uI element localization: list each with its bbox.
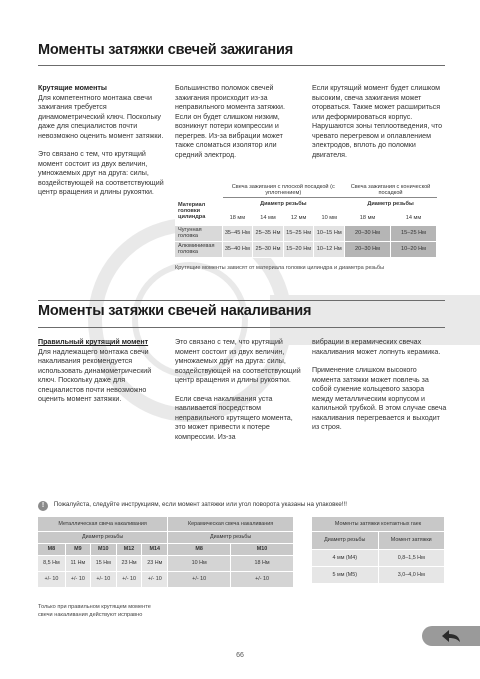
notice-text: Пожалуйста, следуйте инструкциям, если момент затяжки или угол поворота указаны на упаковке!!! — [53, 501, 348, 508]
column-heading: Крутящие моменты — [38, 84, 107, 92]
text-column-1 — [38, 338, 166, 414]
table-cell: 25–30 Нм — [253, 241, 284, 257]
paragraph: Это связано с тем, что крутящий момент состоит из двух величин, умножаемых друг на друга: силы, воздействующей на соответствующий центр вращения и длины рукоятки. — [38, 150, 164, 196]
header-flat-seat: Свеча зажигания с плоской посадкой (с уплотнением) — [222, 183, 345, 197]
text-column-2 — [175, 84, 303, 169]
table-cell: 10 Нм — [168, 555, 231, 571]
paragraph: Большинство поломок свечей зажигания происходит из-за неправильного момента затяжки. Если он будет слишком низким, возникнут потери компрессии и перегрев. Из-за вибрации может также сломаться изолятор или средний электрод. — [175, 84, 285, 159]
size-cell: M10 — [231, 543, 294, 555]
page-number: 66 — [236, 652, 244, 659]
table-cell: +/- 10 — [90, 571, 116, 587]
header-metal-plug: Металлическая свеча накаливания — [38, 517, 168, 531]
back-button[interactable] — [422, 626, 480, 646]
text-column-2 — [175, 338, 303, 451]
back-arrow-icon — [440, 629, 462, 643]
header-thread: Диаметр резьбы — [312, 531, 378, 549]
header-conical-seat: Свеча зажигания с конической посадкой — [345, 183, 437, 197]
table-cell: +/- 10 — [38, 571, 65, 587]
header-contact-nut: Моменты затяжки контактных гаек — [312, 517, 445, 531]
header-row-material: Материал головки цилиндра — [175, 197, 222, 225]
row-label: Чугунная головка — [175, 225, 222, 241]
paragraph: Это связано с тем, что крутящий момент состоит из двух величин, умножаемых друг на друга: силы, воздействующей на соответствующий центр вращения и длины рукоятки. — [175, 338, 301, 384]
table-cell: 35–45 Нм — [222, 225, 253, 241]
exclamation-icon: ! — [38, 501, 48, 511]
size-cell: M8 — [168, 543, 231, 555]
table-cell: 15 Нм — [90, 555, 116, 571]
table-cell: 3,0–4,0 Нм — [378, 566, 445, 583]
size-cell: 12 мм — [283, 211, 314, 225]
text-column-3 — [312, 84, 447, 169]
header-thread: Диаметр резьбы — [222, 197, 345, 211]
table-cell: 23 Нм — [142, 555, 168, 571]
table-footnote: Только при правильном крутящем моменте свечи накаливания действуют исправно — [38, 604, 151, 618]
paragraph: Для компетентного монтажа свечи зажигания требуется динамометрический ключ. Поскольку даже для специалистов почти невозможно оценить момент затяжки. — [38, 93, 164, 140]
header-torque: Момент затяжки — [378, 531, 445, 549]
size-cell: M14 — [142, 543, 168, 555]
table-cell: 10–20 Нм — [391, 241, 437, 257]
paragraph: Если свеча накаливания уста навливается посредством неправильного крутящего момента, это может привести к потере компрессии. Из-за — [175, 394, 293, 441]
size-cell: 18 мм — [222, 211, 253, 225]
section-divider — [38, 65, 445, 66]
text-column-1 — [38, 84, 166, 207]
header-thread: Диаметр резьбы — [168, 531, 294, 543]
table-cell: 23 Нм — [116, 555, 142, 571]
table-cell: 20–30 Нм — [345, 241, 391, 257]
section-divider — [38, 300, 445, 301]
contact-nut-torque-table — [312, 517, 445, 584]
column-heading: Правильный крутящий момент — [38, 338, 149, 346]
table-cell: 8,5 Нм — [38, 555, 65, 571]
table-cell: 15–25 Нм — [283, 225, 314, 241]
size-cell: 18 мм — [345, 211, 391, 225]
table-cell: 15–20 Нм — [283, 241, 314, 257]
table-cell: +/- 10 — [65, 571, 90, 587]
size-cell: M10 — [90, 543, 116, 555]
table-cell: 18 Нм — [231, 555, 294, 571]
table-cell: +/- 10 — [116, 571, 142, 587]
table-cell: 4 мм (M4) — [312, 549, 378, 566]
table-cell: 25–35 Нм — [253, 225, 284, 241]
paragraph: Применение слишком высокого момента затяжки может повлечь за собой сужение кольцевого зазора между металлическим корпусом и калильной трубкой. В этом случае свеча накаливания перегревается и выходит из строя. — [312, 366, 447, 431]
section-title-spark-plugs: Моменты затяжки свечей зажигания — [38, 42, 293, 58]
table-cell: 0,8–1,5 Нм — [378, 549, 445, 566]
table-cell: +/- 10 — [168, 571, 231, 587]
table-cell: +/- 10 — [142, 571, 168, 587]
glow-plug-torque-table — [38, 517, 294, 588]
row-label: Алюминиевая головка — [175, 241, 222, 257]
table-cell: 10–12 Нм — [314, 241, 345, 257]
header-ceramic-plug: Керамическая свеча накаливания — [168, 517, 294, 531]
table-caption: Крутящие моменты зависят от материала головки цилиндра и диаметра резьбы — [175, 265, 385, 271]
header-thread: Диаметр резьбы — [345, 197, 437, 211]
table-cell: 11 Нм — [65, 555, 90, 571]
section-divider — [38, 327, 445, 328]
table-cell: +/- 10 — [231, 571, 294, 587]
section-title-glow-plugs: Моменты затяжки свечей накаливания — [38, 303, 312, 319]
paragraph: Если крутящий момент будет слишком высоким, свеча зажигания может оторваться. Также может расшириться или деформироваться корпус. Нарушаются зоны теплоотведения, что чревато перегревом и оплавлением электродов, вплоть до поломки двигателя. — [312, 84, 443, 159]
size-cell: 14 мм — [391, 211, 437, 225]
table-cell: 15–25 Нм — [391, 225, 437, 241]
text-column-3 — [312, 338, 447, 442]
size-cell: M12 — [116, 543, 142, 555]
paragraph: вибрации в керамических свечах накаливания может лопнуть керамика. — [312, 338, 441, 356]
paragraph: Для надлежащего монтажа свечи накаливания рекомендуется использовать динамометрический ключ. Поскольку даже для специалистов почти невозможно оценить момент затяжки. — [38, 347, 152, 403]
size-cell: 14 мм — [253, 211, 284, 225]
spark-plug-torque-table — [175, 183, 437, 258]
table-cell: 5 мм (M5) — [312, 566, 378, 583]
size-cell: M9 — [65, 543, 90, 555]
size-cell: 10 мм — [314, 211, 345, 225]
header-thread: Диаметр резьбы — [38, 531, 168, 543]
table-cell: 20–30 Нм — [345, 225, 391, 241]
table-cell: 35–40 Нм — [222, 241, 253, 257]
size-cell: M8 — [38, 543, 65, 555]
table-cell: 10–15 Нм — [314, 225, 345, 241]
notice-line — [38, 501, 448, 511]
